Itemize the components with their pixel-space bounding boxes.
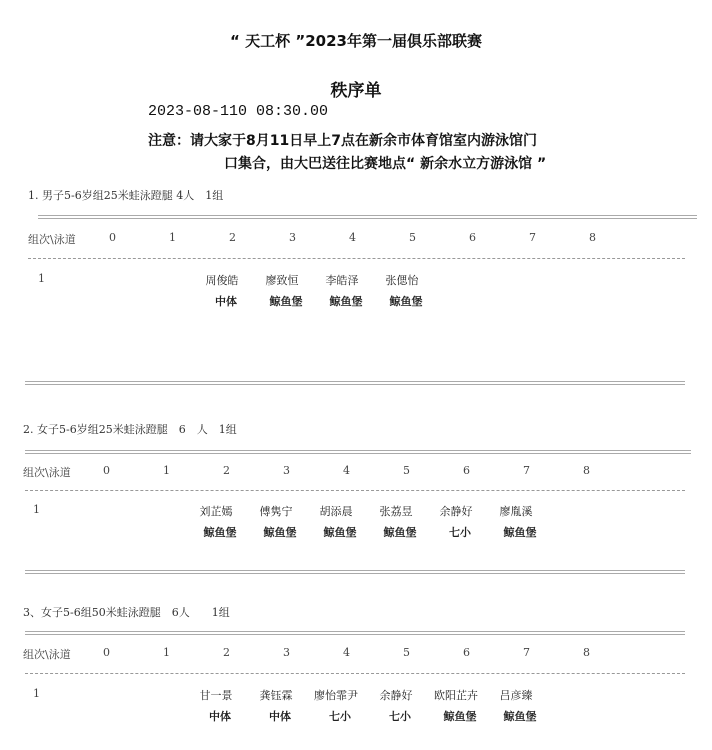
- swimmer-club: 鲸鱼堡: [263, 526, 297, 539]
- swimmer-name: 李皓泽: [325, 274, 359, 287]
- lane-number: 8: [589, 231, 596, 244]
- swimmer-club: 七小: [449, 526, 471, 539]
- swimmer-name: 傅隽宁: [259, 505, 293, 518]
- swimmer-name: 刘芷嫣: [199, 505, 233, 518]
- swimmer-name: 余静好: [439, 505, 473, 518]
- lane-number: 3: [283, 646, 290, 659]
- notice-line-2: 口集合，由大巴送往比赛地点“ 新余水立方游泳馆 ”: [224, 156, 547, 172]
- lane-header-label: 组次\泳道: [28, 233, 76, 246]
- swimmer-name: 廖怡霏尹: [314, 689, 358, 702]
- lane-number: 0: [109, 231, 116, 244]
- lane-number: 7: [523, 646, 530, 659]
- lane-number: 1: [163, 646, 170, 659]
- double-divider: [25, 570, 685, 574]
- double-divider: [25, 450, 691, 454]
- lane-header-label: 组次\泳道: [23, 648, 71, 661]
- event-title: 2. 女子5-6岁组25米蛙泳蹬腿 6 人 1组: [23, 423, 237, 436]
- lane-number: 5: [409, 231, 416, 244]
- group-number: 1: [38, 272, 45, 285]
- swimmer-name: 吕彦臻: [499, 689, 533, 702]
- lane-number: 7: [529, 231, 536, 244]
- double-divider: [25, 381, 685, 385]
- lane-number: 0: [103, 646, 110, 659]
- double-divider: [38, 215, 697, 219]
- lane-number: 6: [463, 464, 470, 477]
- swimmer-name: 甘一景: [199, 689, 233, 702]
- swimmer-club: 中体: [269, 710, 291, 723]
- dashed-divider: [28, 258, 685, 259]
- swimmer-name: 余静好: [379, 689, 413, 702]
- lane-number: 2: [223, 464, 230, 477]
- double-divider: [25, 631, 685, 635]
- swimmer-name: 张偲怡: [385, 274, 419, 287]
- swimmer-club: 鲸鱼堡: [389, 295, 423, 308]
- swimmer-name: 龚钰霖: [259, 689, 293, 702]
- lane-number: 4: [343, 646, 350, 659]
- swimmer-name: 廖致恒: [265, 274, 299, 287]
- lane-number: 2: [223, 646, 230, 659]
- swimmer-name: 胡添晨: [319, 505, 353, 518]
- lane-number: 1: [163, 464, 170, 477]
- lane-number: 2: [229, 231, 236, 244]
- swimmer-club: 七小: [389, 710, 411, 723]
- document-subtitle: 秩序单: [330, 81, 382, 101]
- lane-number: 4: [343, 464, 350, 477]
- swimmer-club: 中体: [215, 295, 237, 308]
- dashed-divider: [25, 673, 685, 674]
- datetime: 2023-08-110 08:30.00: [148, 103, 329, 120]
- lane-number: 4: [349, 231, 356, 244]
- lane-number: 3: [289, 231, 296, 244]
- event-title: 3、女子5-6组50米蛙泳蹬腿 6人 1组: [23, 606, 230, 619]
- swimmer-club: 中体: [209, 710, 231, 723]
- swimmer-club: 鲸鱼堡: [203, 526, 237, 539]
- group-number: 1: [33, 503, 40, 516]
- swimmer-name: 张荔昱: [379, 505, 413, 518]
- lane-number: 5: [403, 464, 410, 477]
- lane-header-label: 组次\泳道: [23, 466, 71, 479]
- swimmer-club: 鲸鱼堡: [443, 710, 477, 723]
- lane-number: 3: [283, 464, 290, 477]
- lane-number: 1: [169, 231, 176, 244]
- group-number: 1: [33, 687, 40, 700]
- swimmer-club: 鲸鱼堡: [503, 526, 537, 539]
- swimmer-club: 鲸鱼堡: [329, 295, 363, 308]
- swimmer-name: 周俊皓: [205, 274, 239, 287]
- swimmer-name: 欧阳芷卉: [434, 689, 478, 702]
- swimmer-name: 廖胤溪: [499, 505, 533, 518]
- lane-number: 0: [103, 464, 110, 477]
- event-title: 1. 男子5-6岁组25米蛙泳蹬腿 4人 1组: [28, 189, 224, 202]
- document-title: “ 天工杯 ”2023年第一届俱乐部联赛: [230, 32, 482, 50]
- swimmer-club: 鲸鱼堡: [269, 295, 303, 308]
- lane-number: 7: [523, 464, 530, 477]
- lane-number: 6: [463, 646, 470, 659]
- lane-number: 8: [583, 464, 590, 477]
- lane-number: 6: [469, 231, 476, 244]
- lane-number: 8: [583, 646, 590, 659]
- swimmer-club: 鲸鱼堡: [503, 710, 537, 723]
- dashed-divider: [25, 490, 685, 491]
- swimmer-club: 鲸鱼堡: [323, 526, 357, 539]
- notice-line-1: 注意：请大家于8月11日早上7点在新余市体育馆室内游泳馆门: [148, 133, 537, 149]
- lane-number: 5: [403, 646, 410, 659]
- swimmer-club: 七小: [329, 710, 351, 723]
- swimmer-club: 鲸鱼堡: [383, 526, 417, 539]
